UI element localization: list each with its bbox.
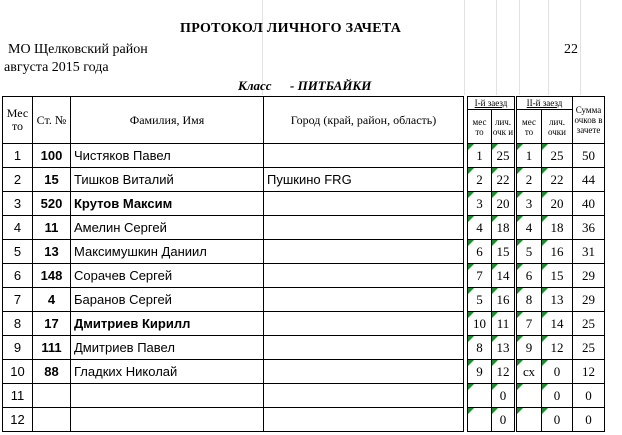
- header-city: Город (край, район, область): [264, 97, 464, 144]
- cell-heat2-place: [516, 408, 542, 432]
- table-row: [3, 336, 605, 360]
- cell-heat1-points: 20: [492, 192, 516, 216]
- cell-heat1-place: 5: [468, 288, 492, 312]
- cell-start-number: 520: [33, 192, 71, 216]
- cell-start-number: 11: [33, 216, 71, 240]
- cell-place: 1: [3, 144, 33, 168]
- cell-heat1-points: 22: [492, 168, 516, 192]
- cell-place: 8: [3, 312, 33, 336]
- class-name: - ПИТБАЙКИ: [290, 78, 372, 93]
- table-row: [3, 312, 605, 336]
- gridline: [548, 0, 549, 95]
- cell-start-number: 17: [33, 312, 71, 336]
- cell-heat2-points: 12: [542, 336, 573, 360]
- cell-city: [264, 216, 464, 240]
- table-row: [3, 216, 605, 240]
- gridline: [496, 0, 497, 95]
- header-total: Сумма очков в зачете: [573, 97, 605, 144]
- cell-city: Пушкино FRG: [264, 168, 464, 192]
- gridline: [519, 0, 520, 95]
- table-row: [3, 408, 605, 432]
- cell-place: 12: [3, 408, 33, 432]
- cell-start-number: 111: [33, 336, 71, 360]
- cell-name: Максимушкин Даниил: [71, 240, 264, 264]
- cell-total: 25: [573, 312, 605, 336]
- cell-heat2-place: 9: [516, 336, 542, 360]
- cell-heat2-place: 1: [516, 144, 542, 168]
- header-heat2-place: мес то: [516, 110, 542, 144]
- cell-heat1-place: 7: [468, 264, 492, 288]
- cell-place: 9: [3, 336, 33, 360]
- cell-place: 4: [3, 216, 33, 240]
- cell-total: 31: [573, 240, 605, 264]
- table-row: [3, 264, 605, 288]
- cell-heat1-place: [468, 384, 492, 408]
- header-heat2-points: лич. очки: [542, 110, 573, 144]
- cell-heat2-points: 25: [542, 144, 573, 168]
- cell-heat1-place: 10: [468, 312, 492, 336]
- cell-total: 44: [573, 168, 605, 192]
- table-row: [3, 144, 605, 168]
- cell-start-number: 88: [33, 360, 71, 384]
- cell-heat2-points: 0: [542, 408, 573, 432]
- cell-start-number: [33, 408, 71, 432]
- class-label: Класс: [238, 78, 272, 93]
- cell-heat2-points: 0: [542, 360, 573, 384]
- gridline: [464, 0, 465, 95]
- cell-heat1-points: 14: [492, 264, 516, 288]
- cell-heat1-place: [468, 408, 492, 432]
- cell-city: [264, 240, 464, 264]
- cell-heat2-place: [516, 384, 542, 408]
- cell-heat2-points: 20: [542, 192, 573, 216]
- header-heat-1: I-й заезд: [468, 97, 516, 110]
- cell-heat2-place: 3: [516, 192, 542, 216]
- cell-total: 25: [573, 336, 605, 360]
- results-table: [2, 96, 605, 432]
- cell-city: [264, 312, 464, 336]
- cell-heat2-place: 2: [516, 168, 542, 192]
- cell-heat2-place: 7: [516, 312, 542, 336]
- cell-name: Чистяков Павел: [71, 144, 264, 168]
- cell-heat2-place: 8: [516, 288, 542, 312]
- cell-total: 0: [573, 408, 605, 432]
- cell-total: 29: [573, 288, 605, 312]
- cell-heat2-points: 15: [542, 264, 573, 288]
- cell-heat1-points: 12: [492, 360, 516, 384]
- cell-heat1-place: 2: [468, 168, 492, 192]
- cell-city: [264, 288, 464, 312]
- header-place: Мес то: [3, 97, 33, 144]
- cell-heat1-place: 4: [468, 216, 492, 240]
- header-name: Фамилия, Имя: [71, 97, 264, 144]
- cell-name: Тишков Виталий: [71, 168, 264, 192]
- cell-name: Гладких Николай: [71, 360, 264, 384]
- cell-start-number: 15: [33, 168, 71, 192]
- table-row: [3, 384, 605, 408]
- cell-heat2-points: 16: [542, 240, 573, 264]
- table-row: [3, 360, 605, 384]
- event-month-year: августа 2015 года: [4, 60, 109, 75]
- cell-name: [71, 408, 264, 432]
- cell-heat1-points: 11: [492, 312, 516, 336]
- cell-city: [264, 336, 464, 360]
- table-row: [3, 240, 605, 264]
- cell-name: [71, 384, 264, 408]
- cell-name: Баранов Сергей: [71, 288, 264, 312]
- protocol-title: ПРОТОКОЛ ЛИЧНОГО ЗАЧЕТА: [180, 21, 402, 36]
- cell-place: 6: [3, 264, 33, 288]
- cell-heat2-points: 14: [542, 312, 573, 336]
- cell-start-number: 4: [33, 288, 71, 312]
- cell-place: 10: [3, 360, 33, 384]
- cell-name: Крутов Максим: [71, 192, 264, 216]
- cell-heat2-place: 5: [516, 240, 542, 264]
- cell-total: 50: [573, 144, 605, 168]
- cell-start-number: 148: [33, 264, 71, 288]
- cell-heat1-place: 1: [468, 144, 492, 168]
- cell-heat1-points: 13: [492, 336, 516, 360]
- district-label: МО Щелковский район: [8, 42, 148, 57]
- cell-city: [264, 192, 464, 216]
- cell-heat1-place: 6: [468, 240, 492, 264]
- cell-heat2-place: 6: [516, 264, 542, 288]
- cell-heat1-points: 18: [492, 216, 516, 240]
- table-row: [3, 168, 605, 192]
- cell-total: 0: [573, 384, 605, 408]
- cell-start-number: [33, 384, 71, 408]
- header-heat1-points: лич. очк и: [492, 110, 516, 144]
- cell-total: 36: [573, 216, 605, 240]
- cell-name: Дмитриев Кирилл: [71, 312, 264, 336]
- cell-heat2-points: 13: [542, 288, 573, 312]
- event-day: 22: [564, 42, 578, 57]
- cell-heat1-points: 0: [492, 408, 516, 432]
- gridline: [580, 0, 581, 95]
- header-heat-2: II-й заезд: [516, 97, 573, 110]
- cell-start-number: 100: [33, 144, 71, 168]
- cell-heat1-place: 9: [468, 360, 492, 384]
- cell-total: 40: [573, 192, 605, 216]
- cell-city: [264, 264, 464, 288]
- cell-total: 12: [573, 360, 605, 384]
- cell-place: 2: [3, 168, 33, 192]
- cell-start-number: 13: [33, 240, 71, 264]
- cell-heat2-points: 18: [542, 216, 573, 240]
- header-start-number: Ст. №: [33, 97, 71, 144]
- header-heat1-place: мес то: [468, 110, 492, 144]
- cell-place: 3: [3, 192, 33, 216]
- cell-heat1-points: 16: [492, 288, 516, 312]
- cell-heat2-points: 0: [542, 384, 573, 408]
- cell-name: Дмитриев Павел: [71, 336, 264, 360]
- cell-place: 11: [3, 384, 33, 408]
- cell-heat1-place: 3: [468, 192, 492, 216]
- cell-total: 29: [573, 264, 605, 288]
- cell-heat2-points: 22: [542, 168, 573, 192]
- cell-heat2-place: 4: [516, 216, 542, 240]
- cell-place: 7: [3, 288, 33, 312]
- cell-city: [264, 360, 464, 384]
- table-row: [3, 288, 605, 312]
- cell-heat1-points: 0: [492, 384, 516, 408]
- cell-heat2-place: сх: [516, 360, 542, 384]
- cell-place: 5: [3, 240, 33, 264]
- cell-heat1-points: 15: [492, 240, 516, 264]
- cell-name: Амелин Сергей: [71, 216, 264, 240]
- cell-heat1-points: 25: [492, 144, 516, 168]
- table-row: [3, 192, 605, 216]
- cell-heat1-place: 8: [468, 336, 492, 360]
- cell-name: Сорачев Сергей: [71, 264, 264, 288]
- cell-city: [264, 384, 464, 408]
- cell-city: [264, 144, 464, 168]
- cell-city: [264, 408, 464, 432]
